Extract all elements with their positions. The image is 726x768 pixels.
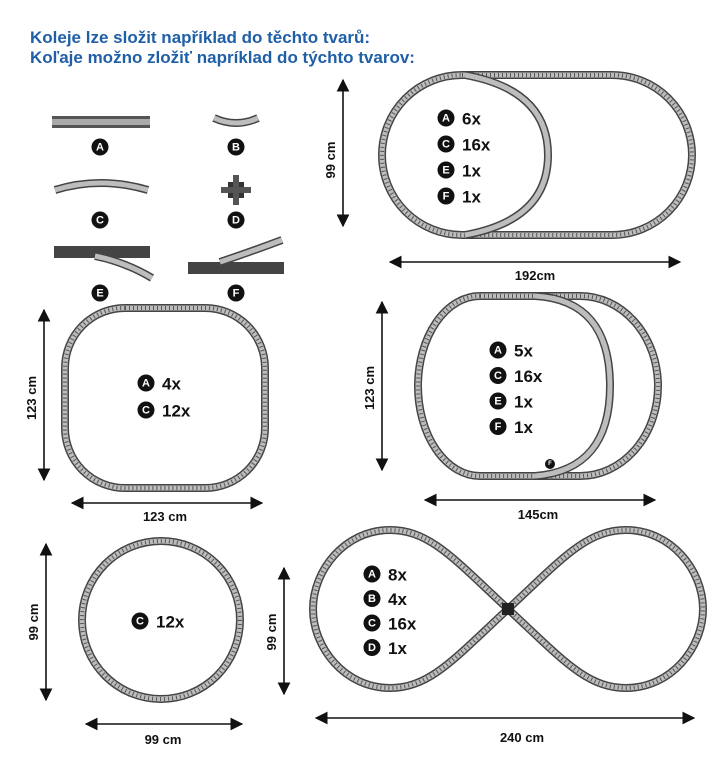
part-badge-c xyxy=(364,615,381,632)
badge-letter: E xyxy=(494,395,502,408)
part-quantity: 4x xyxy=(162,374,181,394)
part-badge-f xyxy=(438,188,455,205)
part-badge-e xyxy=(490,393,507,410)
badge-letter: C xyxy=(368,617,376,630)
piece-d-crossing-track xyxy=(221,175,251,205)
badge-letter: E xyxy=(96,287,104,300)
badge-letter: C xyxy=(136,615,144,628)
piece-label-c xyxy=(92,212,109,229)
part-quantity: 12x xyxy=(156,612,185,632)
piece-label-f xyxy=(228,285,245,302)
oval-width-label: 192cm xyxy=(514,268,556,283)
part-badge-e xyxy=(438,162,455,179)
part-badge-a xyxy=(490,342,507,359)
badge-letter: C xyxy=(142,404,150,417)
badge-letter: F xyxy=(442,190,450,203)
part-quantity: 16x xyxy=(462,135,491,155)
piece-label-e xyxy=(92,285,109,302)
badge-letter: A xyxy=(442,112,450,125)
badge-letter: A xyxy=(96,141,104,154)
badge-letter: B xyxy=(368,593,376,605)
badge-letter: D xyxy=(232,214,240,227)
figure-eight-height-label: 99 cm xyxy=(264,613,279,651)
layout-oval-track xyxy=(382,75,692,235)
piece-b-half-straight-track xyxy=(214,118,258,123)
badge-letter: C xyxy=(494,370,502,382)
part-quantity: 1x xyxy=(514,418,533,437)
heading-slovak: Koľaje možno zložiť napríklad do týchto tvarov: xyxy=(30,48,415,67)
part-badge-c xyxy=(438,136,455,153)
piece-e-switch-track xyxy=(54,246,152,278)
part-quantity: 4x xyxy=(388,590,407,609)
oval-height-label: 99 cm xyxy=(323,141,338,179)
badge-letter: D xyxy=(368,642,376,654)
piece-label-b xyxy=(228,139,245,156)
parts-list-figure-eight xyxy=(364,566,417,659)
part-quantity: 1x xyxy=(388,639,407,658)
switch-marker: F xyxy=(548,461,552,467)
piece-a-straight-track xyxy=(52,116,150,128)
layout-double-oval-track xyxy=(418,296,658,476)
part-badge-c xyxy=(490,367,507,384)
badge-letter: A xyxy=(494,344,502,357)
square-height-label: 123 cm xyxy=(24,375,39,421)
circle-width-label: 99 cm xyxy=(144,732,182,747)
parts-list-oval-small xyxy=(438,110,491,207)
piece-c-curve-track xyxy=(55,183,148,190)
badge-letter: C xyxy=(96,214,104,227)
parts-list-rounded-square xyxy=(138,375,191,421)
badge-letter: A xyxy=(142,377,150,390)
parts-list-double-oval xyxy=(490,342,543,438)
part-badge-a xyxy=(438,110,455,127)
piece-f-switch-track xyxy=(188,240,284,274)
part-badge-a xyxy=(364,566,381,583)
badge-letter: F xyxy=(494,421,502,433)
part-badge-d xyxy=(364,639,381,656)
part-quantity: 6x xyxy=(462,109,481,129)
part-quantity: 8x xyxy=(388,565,407,585)
circle-height-label: 99 cm xyxy=(26,603,41,641)
badge-letter: A xyxy=(368,568,376,581)
piece-label-d xyxy=(228,212,245,229)
layout-figure-eight-track xyxy=(313,530,703,688)
part-quantity: 5x xyxy=(514,341,533,361)
double-oval-height-label: 123 cm xyxy=(362,365,377,411)
badge-letter: B xyxy=(232,141,240,154)
part-quantity: 1x xyxy=(514,392,533,412)
square-width-label: 123 cm xyxy=(142,509,188,524)
part-quantity: 12x xyxy=(162,401,191,421)
badge-letter: F xyxy=(232,287,240,300)
figure-eight-width-label: 240 cm xyxy=(499,730,545,745)
part-quantity: 1x xyxy=(462,187,481,207)
part-badge-a xyxy=(138,375,155,392)
badge-letter: E xyxy=(442,164,450,177)
part-badge-c xyxy=(132,613,149,630)
part-badge-b xyxy=(364,590,381,607)
part-badge-c xyxy=(138,402,155,419)
part-quantity: 16x xyxy=(514,367,543,386)
parts-list-circle xyxy=(132,613,185,632)
double-oval-width-label: 145cm xyxy=(517,507,559,522)
part-quantity: 1x xyxy=(462,161,481,181)
badge-letter: C xyxy=(442,138,450,151)
heading-czech: Koleje lze složit například do těchto tvarů: xyxy=(30,28,371,47)
piece-label-a xyxy=(92,139,109,156)
part-badge-f xyxy=(490,418,507,435)
part-quantity: 16x xyxy=(388,614,417,634)
layout-rounded-square-track xyxy=(65,308,265,488)
